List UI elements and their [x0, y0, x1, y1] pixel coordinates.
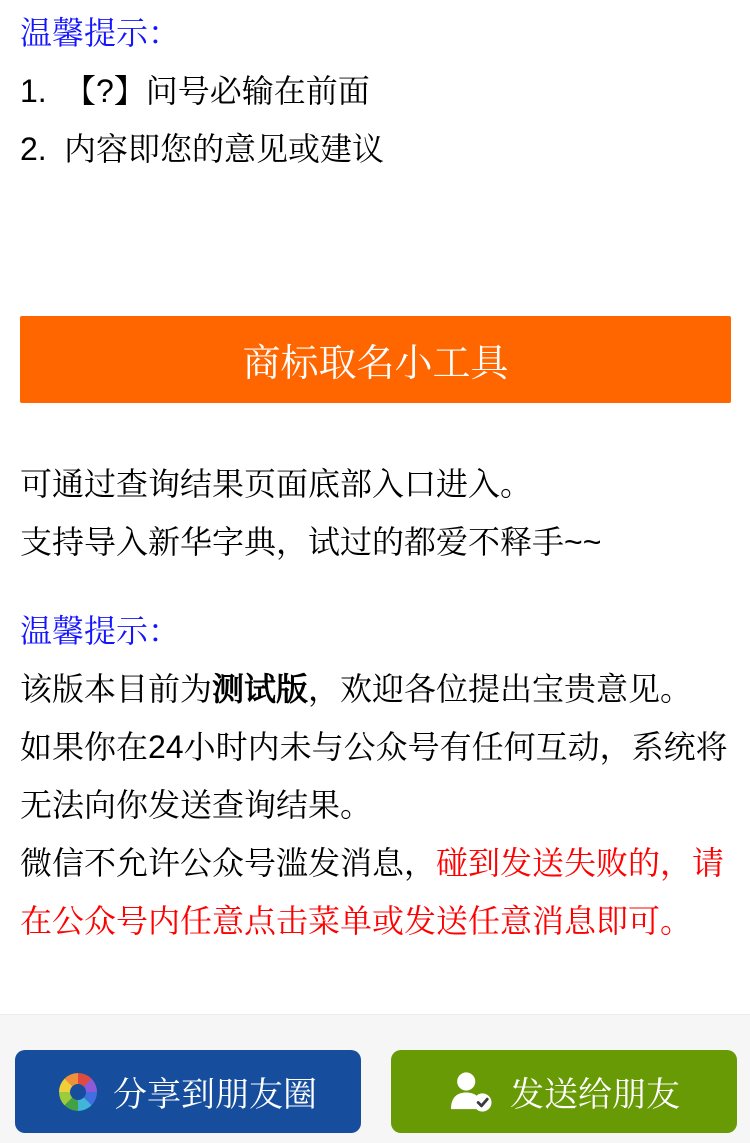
tool-banner: [20, 316, 731, 403]
warning-black-part: 微信不允许公众号滥发消息，: [20, 845, 437, 881]
version-name: 测试版: [212, 671, 309, 707]
share-to-moments-label: 分享到朋友圈: [113, 1076, 317, 1114]
list-item: [20, 120, 730, 178]
person-check-icon: [448, 1071, 494, 1113]
list-item-text: 【?】问号必输在前面: [64, 73, 370, 109]
share-to-moments-button[interactable]: [15, 1050, 361, 1133]
send-to-friend-label: 发送给朋友: [510, 1076, 680, 1114]
version-line: [20, 660, 730, 718]
intro-line-2: 支持导入新华字典，试过的都爱不释手~~: [20, 524, 602, 560]
interaction-line: 如果你在24小时内未与公众号有任何互动，系统将无法向你发送查询结果。: [20, 729, 728, 823]
list-item: [20, 62, 730, 120]
version-prefix: 该版本目前为: [20, 671, 213, 707]
send-to-friend-button[interactable]: [391, 1050, 737, 1133]
list-item-number: 2.: [20, 131, 47, 167]
list-item-number: 1.: [20, 73, 47, 109]
intro-paragraph: [20, 455, 730, 571]
bottom-action-bar: [0, 1014, 750, 1143]
version-suffix: ，欢迎各位提出宝贵意见。: [308, 671, 693, 707]
bottom-tips-section: [20, 602, 730, 950]
moments-shutter-icon: [59, 1073, 97, 1111]
bottom-tip-title: 温馨提示：: [20, 613, 181, 649]
warning-red-part: 碰到发送失败的，请在公众号内任意点击菜单或发送任意消息即可。: [20, 845, 725, 939]
list-item-text: 内容即您的意见或建议: [64, 131, 385, 167]
intro-line-1: 可通过查询结果页面底部入口进入。: [20, 466, 533, 502]
tool-banner-title: 商标取名小工具: [242, 343, 509, 385]
top-tip-title: 温馨提示：: [20, 15, 181, 51]
warning-line: [20, 834, 730, 950]
